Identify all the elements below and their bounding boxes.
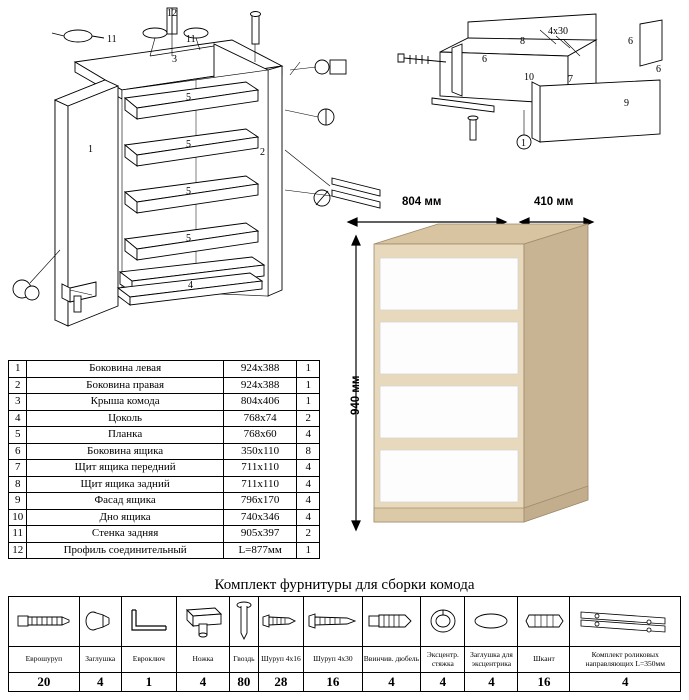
table-row bbox=[9, 410, 320, 427]
depth-dimension-label: 410 мм bbox=[534, 196, 574, 208]
hardware-count: 28 bbox=[258, 673, 303, 692]
parts-table bbox=[8, 360, 320, 559]
cap-icon bbox=[79, 597, 121, 647]
callout-1: 1 bbox=[88, 144, 93, 155]
part-name: Фасад ящика bbox=[27, 493, 223, 510]
part-dimension: 924х388 bbox=[223, 377, 297, 394]
part-name: Боковина левая bbox=[27, 361, 223, 378]
callout-6b: 6 bbox=[482, 54, 487, 65]
hardware-label: Еврошуруп bbox=[9, 647, 80, 673]
dowel-icon bbox=[362, 597, 421, 647]
part-dimension: 905х397 bbox=[223, 526, 297, 543]
part-number: 8 bbox=[9, 476, 27, 493]
part-name: Дно ящика bbox=[27, 509, 223, 526]
part-number: 3 bbox=[9, 394, 27, 411]
part-dimension: 804х406 bbox=[223, 394, 297, 411]
hardware-label: Ножка bbox=[176, 647, 229, 673]
part-dimension: 711х110 bbox=[223, 476, 297, 493]
part-name: Планка bbox=[27, 427, 223, 444]
hardware-label: Гвоздь bbox=[230, 647, 259, 673]
hardware-label: Евроключ bbox=[121, 647, 176, 673]
callout-2: 2 bbox=[260, 147, 265, 158]
callout-9: 9 bbox=[624, 98, 629, 109]
hardware-label: Шуруп 4х30 bbox=[304, 647, 363, 673]
hardware-label: Ввинчив. дюбель bbox=[362, 647, 421, 673]
hardware-count: 4 bbox=[421, 673, 465, 692]
hardware-count: 4 bbox=[79, 673, 121, 692]
part-name: Щит ящика задний bbox=[27, 476, 223, 493]
part-name: Стенка задняя bbox=[27, 526, 223, 543]
hardware-count: 16 bbox=[304, 673, 363, 692]
part-quantity: 2 bbox=[297, 410, 320, 427]
part-name: Цоколь bbox=[27, 410, 223, 427]
part-number: 9 bbox=[9, 493, 27, 510]
callout-11b: 11 bbox=[186, 34, 196, 45]
part-quantity: 4 bbox=[297, 509, 320, 526]
hardware-count: 4 bbox=[176, 673, 229, 692]
dresser-render bbox=[338, 196, 683, 560]
callout-6c: 6 bbox=[656, 64, 661, 75]
table-row bbox=[9, 460, 320, 477]
part-number: 11 bbox=[9, 526, 27, 543]
width-dimension-label: 804 мм bbox=[402, 196, 442, 208]
callout-12: 12 bbox=[167, 8, 177, 19]
hardware-kit-title: Комплект фурнитуры для сборки комода bbox=[214, 577, 475, 593]
hardware-label: Заглушка для эксцентрика bbox=[465, 647, 518, 673]
callout-4x30: 4х30 bbox=[548, 26, 568, 37]
hardware-table bbox=[8, 596, 681, 692]
part-number: 6 bbox=[9, 443, 27, 460]
part-quantity: 8 bbox=[297, 443, 320, 460]
callout-3: 3 bbox=[172, 54, 177, 65]
part-quantity: 4 bbox=[297, 460, 320, 477]
part-number: 4 bbox=[9, 410, 27, 427]
part-name: Боковина правая bbox=[27, 377, 223, 394]
part-quantity: 1 bbox=[297, 394, 320, 411]
drawer-exploded-diagram bbox=[0, 0, 689, 180]
part-name: Крыша комода bbox=[27, 394, 223, 411]
table-row bbox=[9, 526, 320, 543]
part-dimension: 768х60 bbox=[223, 427, 297, 444]
allen-key-icon bbox=[121, 597, 176, 647]
hardware-count: 4 bbox=[465, 673, 518, 692]
callout-10: 10 bbox=[524, 72, 534, 83]
hardware-count: 16 bbox=[518, 673, 570, 692]
part-number: 1 bbox=[9, 361, 27, 378]
table-row bbox=[9, 361, 320, 378]
part-quantity: 1 bbox=[297, 361, 320, 378]
part-number: 5 bbox=[9, 427, 27, 444]
screw-4x16-icon bbox=[258, 597, 303, 647]
euro-screw-icon bbox=[9, 597, 80, 647]
hardware-count: 4 bbox=[362, 673, 421, 692]
callout-5a: 5 bbox=[186, 92, 191, 103]
part-dimension: 740х346 bbox=[223, 509, 297, 526]
table-row bbox=[9, 493, 320, 510]
cam-lock-icon bbox=[421, 597, 465, 647]
part-quantity: 4 bbox=[297, 427, 320, 444]
part-quantity: 1 bbox=[297, 542, 320, 559]
callout-4: 4 bbox=[188, 280, 193, 291]
part-name: Щит ящика передний bbox=[27, 460, 223, 477]
part-number: 2 bbox=[9, 377, 27, 394]
callout-5d: 5 bbox=[186, 233, 191, 244]
callout-6a: 6 bbox=[628, 36, 633, 47]
part-dimension: 711х110 bbox=[223, 460, 297, 477]
hardware-label: Шкант bbox=[518, 647, 570, 673]
part-dimension: 350х110 bbox=[223, 443, 297, 460]
part-quantity: 1 bbox=[297, 377, 320, 394]
hardware-label: Шуруп 4х16 bbox=[258, 647, 303, 673]
callout-5c: 5 bbox=[186, 186, 191, 197]
table-row bbox=[9, 377, 320, 394]
part-quantity: 4 bbox=[297, 476, 320, 493]
hardware-count: 4 bbox=[570, 673, 681, 692]
hardware-count: 1 bbox=[121, 673, 176, 692]
callout-8: 8 bbox=[520, 36, 525, 47]
part-number: 10 bbox=[9, 509, 27, 526]
hardware-count: 80 bbox=[230, 673, 259, 692]
table-row bbox=[9, 542, 320, 559]
table-row bbox=[9, 509, 320, 526]
shkant-icon bbox=[518, 597, 570, 647]
nail-icon bbox=[230, 597, 259, 647]
hardware-label: Заглушка bbox=[79, 647, 121, 673]
leg-icon bbox=[176, 597, 229, 647]
hardware-count: 20 bbox=[9, 673, 80, 692]
part-name: Боковина ящика bbox=[27, 443, 223, 460]
part-dimension: L=877мм bbox=[223, 542, 297, 559]
part-number: 12 bbox=[9, 542, 27, 559]
part-dimension: 924х388 bbox=[223, 361, 297, 378]
callout-11a: 11 bbox=[107, 34, 117, 45]
callout-1-drawer: 1 bbox=[521, 138, 526, 149]
part-number: 7 bbox=[9, 460, 27, 477]
table-row bbox=[9, 394, 320, 411]
cam-cap-icon bbox=[465, 597, 518, 647]
part-dimension: 768х74 bbox=[223, 410, 297, 427]
callout-5b: 5 bbox=[186, 139, 191, 150]
slide-rails-icon bbox=[570, 597, 681, 647]
table-row bbox=[9, 476, 320, 493]
height-dimension-label: 940 мм bbox=[350, 375, 362, 415]
table-row bbox=[9, 443, 320, 460]
part-dimension: 796х170 bbox=[223, 493, 297, 510]
hardware-label: Комплект роликовых направляющих L=350мм bbox=[570, 647, 681, 673]
part-quantity: 2 bbox=[297, 526, 320, 543]
part-name: Профиль соединительный bbox=[27, 542, 223, 559]
screw-4x30-icon bbox=[304, 597, 363, 647]
hardware-label: Эксцентр. стяжка bbox=[421, 647, 465, 673]
part-quantity: 4 bbox=[297, 493, 320, 510]
table-row bbox=[9, 427, 320, 444]
callout-7: 7 bbox=[568, 74, 573, 85]
